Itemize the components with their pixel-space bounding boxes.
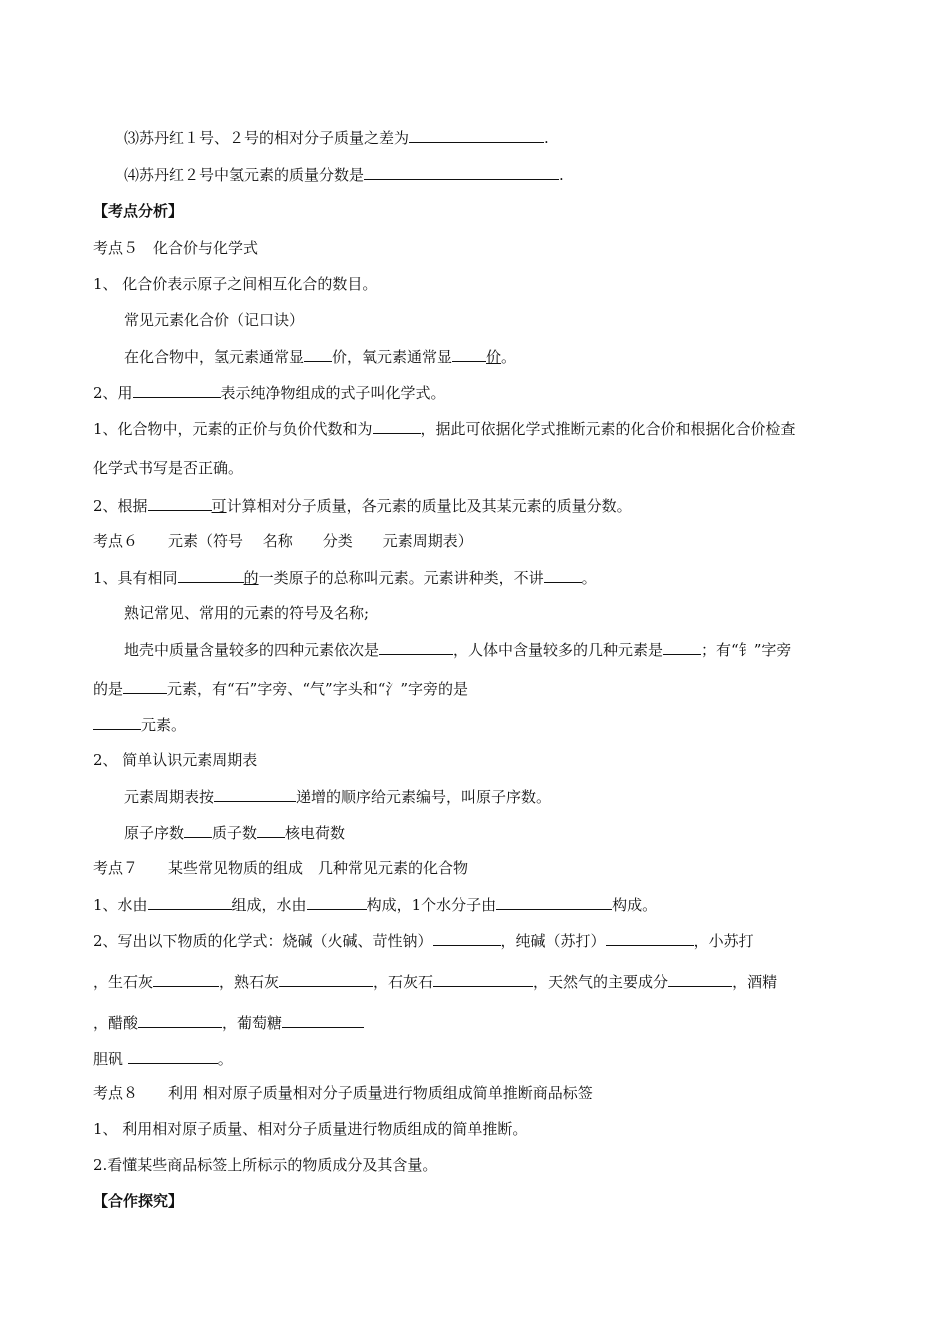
answer-blank[interactable] [214, 786, 296, 802]
text-line [93, 714, 186, 735]
text: 表示纯净物组成的式子叫化学式。 [220, 384, 446, 402]
answer-blank[interactable] [279, 971, 373, 987]
answer-blank[interactable] [148, 495, 212, 511]
text: 价，氧元素通常显 [332, 348, 453, 366]
text: ，酒精 [732, 973, 778, 991]
text: 质子数 [212, 824, 258, 842]
answer-blank[interactable] [409, 127, 544, 143]
text: 价 [486, 348, 502, 366]
text: 元素周期表按 [124, 788, 215, 806]
text: ，小苏打 [693, 932, 754, 950]
text: 的是 [93, 680, 124, 698]
text: ，生石灰 [93, 973, 154, 991]
text: 2、写出以下物质的化学式：烧碱（火碱、苛性钠） [93, 932, 433, 950]
answer-blank[interactable] [307, 894, 367, 910]
text: . [559, 166, 564, 184]
answer-blank[interactable] [379, 639, 453, 655]
text: 1、水由 [93, 896, 148, 914]
text-line: 化学式书写是否正确。 [93, 459, 244, 477]
answer-blank[interactable] [433, 930, 501, 946]
text: 原子序数 [124, 824, 185, 842]
text-line [93, 894, 657, 915]
answer-blank[interactable] [433, 971, 533, 987]
answer-blank[interactable] [606, 930, 694, 946]
text: 地壳中质量含量较多的四种元素依次是 [124, 641, 380, 659]
text-line [93, 382, 446, 403]
text: ，天然气的主要成分 [533, 973, 669, 991]
text-line: 常见元素化合价（记口诀） [124, 311, 305, 329]
text: ，人体中含量较多的几种元素是 [453, 641, 664, 659]
text: ，石灰石 [373, 973, 434, 991]
text: 递增的顺序给元素编号，叫原子序数。 [296, 788, 552, 806]
text: 一类原子的总称叫元素。元素讲种类，不讲 [258, 569, 544, 587]
topic-6-title: 考点６ 元素（符号 名称 分类 元素周期表） [93, 532, 473, 550]
text: 1、化合物中，元素的正价与负价代数和为 [93, 420, 373, 438]
text: ，葡萄糖 [222, 1014, 283, 1032]
answer-blank[interactable] [93, 714, 141, 730]
text-line [124, 786, 551, 807]
text-line: 2、 简单认识元素周期表 [93, 751, 258, 769]
text-line: 1、 利用相对原子质量、相对分子质量进行物质组成的简单推断。 [93, 1120, 528, 1138]
answer-blank[interactable] [178, 567, 244, 583]
text-line [124, 822, 345, 843]
answer-blank[interactable] [138, 1012, 222, 1028]
text: ⑶苏丹红１号、２号的相对分子质量之差为 [124, 129, 410, 147]
text: 可 [211, 497, 227, 515]
text-line [93, 418, 796, 439]
topic-7-title: 考点７ 某些常见物质的组成 几种常见元素的化合物 [93, 859, 469, 877]
answer-blank[interactable] [452, 346, 486, 362]
answer-blank[interactable] [128, 1048, 218, 1064]
text: 。 [217, 1050, 233, 1068]
text: 胆矾 [93, 1050, 128, 1068]
text: 构成，1个水分子由 [366, 896, 497, 914]
text: ⑷苏丹红２号中氢元素的质量分数是 [124, 166, 365, 184]
answer-blank[interactable] [153, 971, 219, 987]
answer-blank[interactable] [282, 1012, 364, 1028]
answer-blank[interactable] [123, 678, 167, 694]
text-line: 1、 化合价表示原子之间相互化合的数目。 [93, 275, 378, 293]
answer-blank[interactable] [496, 894, 612, 910]
q4-line [124, 164, 564, 185]
text: 元素。 [141, 716, 187, 734]
topic-8-title: 考点８ 利用 相对原子质量相对分子质量进行物质组成简单推断商品标签 [93, 1084, 593, 1102]
text: ，纯碱（苏打） [500, 932, 606, 950]
text-line [93, 567, 597, 588]
answer-blank[interactable] [148, 894, 232, 910]
text-line [93, 1048, 233, 1069]
topic-5-title: 考点５ 化合价与化学式 [93, 239, 259, 257]
text: . [544, 129, 549, 147]
text: 构成。 [612, 896, 658, 914]
text-line [93, 971, 777, 992]
text-line [93, 930, 754, 951]
q3-line [124, 127, 549, 148]
answer-blank[interactable] [304, 346, 332, 362]
text: ，熟石灰 [219, 973, 280, 991]
text: 2、根据 [93, 497, 148, 515]
answer-blank[interactable] [544, 567, 582, 583]
text: 计算相对分子质量，各元素的质量比及其某元素的质量分数。 [226, 497, 632, 515]
text: 组成，水由 [231, 896, 307, 914]
text: 2、用 [93, 384, 133, 402]
answer-blank[interactable] [373, 418, 421, 434]
text: 的 [243, 569, 259, 587]
text-line: 熟记常见、常用的元素的符号及名称; [124, 604, 370, 622]
answer-blank[interactable] [257, 822, 285, 838]
text-line: 2.看懂某些商品标签上所标示的物质成分及其含量。 [93, 1156, 438, 1174]
text-line [124, 639, 791, 660]
text: 元素，有“石”字旁、“气”字头和“氵”字旁的是 [167, 680, 469, 698]
section-heading-cooperation: 【合作探究】 [93, 1192, 184, 1210]
text-line [93, 495, 632, 516]
text-line [93, 678, 468, 699]
text: ，醋酸 [93, 1014, 139, 1032]
section-heading-analysis: 【考点分析】 [93, 202, 184, 220]
text: ；有“钅”字旁 [701, 641, 792, 659]
answer-blank[interactable] [364, 164, 559, 180]
answer-blank[interactable] [663, 639, 701, 655]
answer-blank[interactable] [668, 971, 732, 987]
text: 1、具有相同 [93, 569, 178, 587]
answer-blank[interactable] [184, 822, 212, 838]
text: 核电荷数 [285, 824, 346, 842]
text: ，据此可依据化学式推断元素的化合价和根据化合价检查 [420, 420, 796, 438]
answer-blank[interactable] [133, 382, 221, 398]
text: 。 [581, 569, 597, 587]
text-line [93, 1012, 364, 1033]
text: 。 [501, 348, 517, 366]
text: 在化合物中，氢元素通常显 [124, 348, 305, 366]
text-line [124, 346, 516, 367]
